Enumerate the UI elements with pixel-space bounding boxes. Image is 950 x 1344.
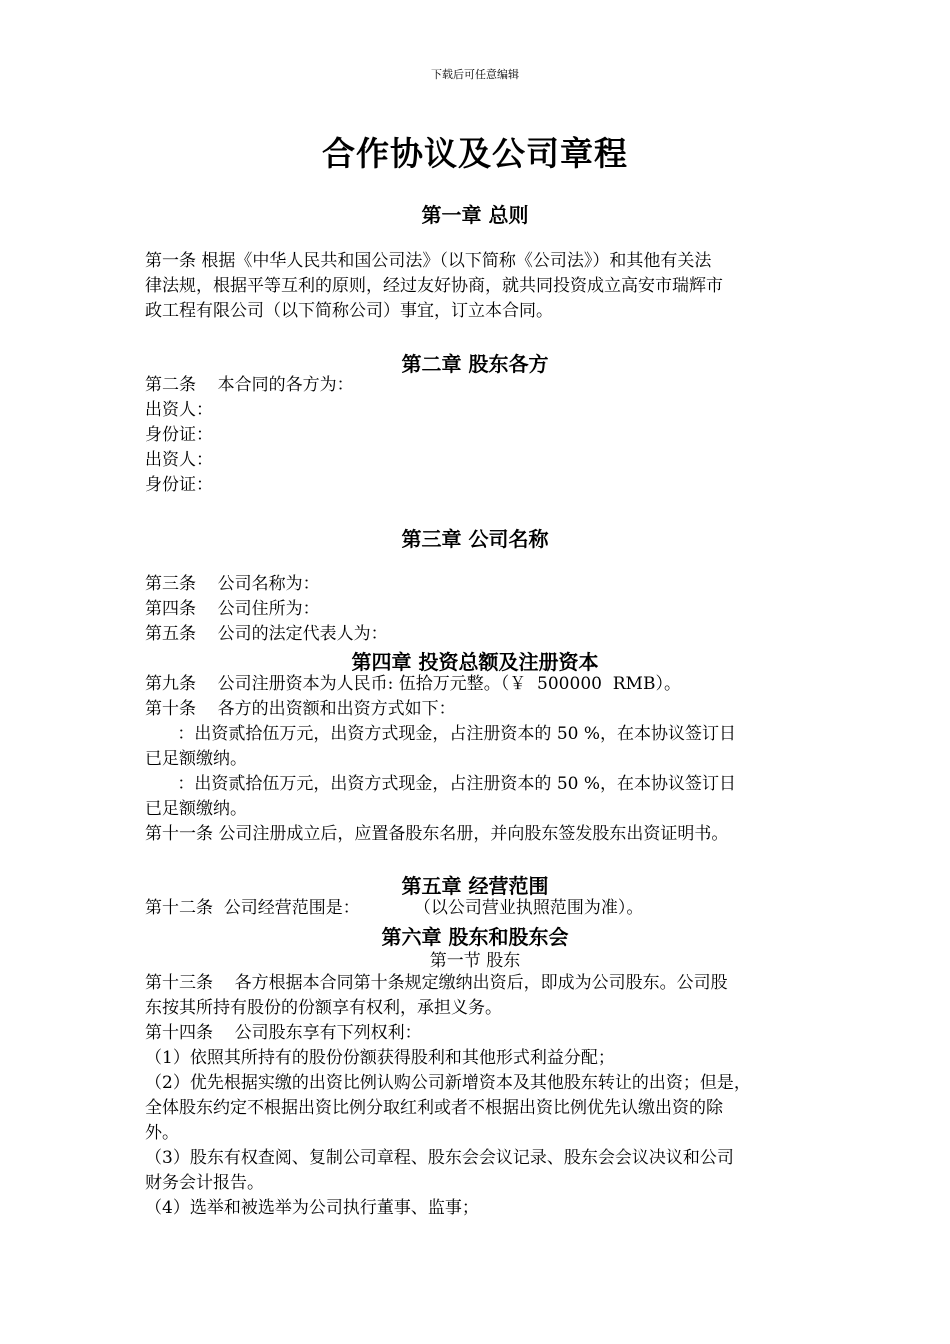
document-title: 合作协议及公司章程	[322, 134, 628, 173]
ch4-line-1: 第九条 公司注册资本为人民币: 伍拾万元整。（￥ 500000 RMB）。	[145, 674, 681, 694]
ch4-line-3: ：出资贰拾伍万元，出资方式现金，占注册资本的 50 %，在本协议签订日	[145, 724, 737, 744]
ch6-line-9: 财务会计报告。	[145, 1173, 264, 1193]
ch6-line-5: （2）优先根据实缴的出资比例认购公司新增资本及其他股东转让的出资；但是，	[145, 1073, 751, 1093]
ch4-line-6: 已足额缴纳。	[145, 799, 247, 819]
chapter-3-heading: 第三章 公司名称	[401, 527, 549, 551]
chapter-4-heading: 第四章 投资总额及注册资本	[351, 650, 599, 674]
ch2-line-4: 出资人：	[145, 450, 213, 470]
ch3-line-3: 第五条 公司的法定代表人为：	[145, 624, 388, 644]
ch5-line-1: 第十二条 公司经营范围是： （以公司营业执照范围为准）。	[145, 898, 644, 918]
chapter-6-heading: 第六章 股东和股东会	[381, 925, 569, 949]
header-note: 下载后可任意编辑	[431, 68, 519, 81]
ch6-line-8: （3）股东有权查阅、复制公司章程、股东会会议记录、股东会会议决议和公司	[145, 1148, 734, 1168]
ch6-line-2: 东按其所持有股份的份额享有权利，承担义务。	[145, 998, 502, 1018]
ch2-line-1: 第二条 本合同的各方为：	[145, 375, 354, 395]
chapter-5-heading: 第五章 经营范围	[401, 874, 549, 898]
section-1-heading: 第一节 股东	[429, 951, 521, 971]
ch1-line-2: 律法规，根据平等互利的原则，经过友好协商，就共同投资成立高安市瑞辉市	[145, 276, 723, 296]
ch2-line-2: 出资人：	[145, 400, 213, 420]
ch6-line-10: （4）选举和被选举为公司执行董事、监事；	[145, 1198, 479, 1218]
chapter-1-heading: 第一章 总则	[421, 203, 529, 227]
ch6-line-6: 全体股东约定不根据出资比例分取红利或者不根据出资比例优先认缴出资的除	[145, 1098, 723, 1118]
ch2-line-5: 身份证：	[145, 475, 213, 495]
ch6-line-4: （1）依照其所持有的股份份额获得股利和其他形式利益分配；	[145, 1048, 615, 1068]
ch6-line-3: 第十四条 公司股东享有下列权利：	[145, 1023, 422, 1043]
ch2-line-3: 身份证：	[145, 425, 213, 445]
ch1-line-3: 政工程有限公司（以下简称公司）事宜，订立本合同。	[145, 301, 553, 321]
ch6-line-1: 第十三条 各方根据本合同第十条规定缴纳出资后，即成为公司股东。公司股	[145, 973, 728, 993]
ch4-line-2: 第十条 各方的出资额和出资方式如下：	[145, 699, 456, 719]
ch6-line-7: 外。	[145, 1123, 179, 1143]
ch4-line-7: 第十一条 公司注册成立后，应置备股东名册，并向股东签发股东出资证明书。	[145, 824, 729, 844]
ch3-line-2: 第四条 公司住所为：	[145, 599, 320, 619]
ch4-line-4: 已足额缴纳。	[145, 749, 247, 769]
ch3-line-1: 第三条 公司名称为：	[145, 574, 320, 594]
ch4-line-5: ：出资贰拾伍万元，出资方式现金，占注册资本的 50 %，在本协议签订日	[145, 774, 737, 794]
ch1-line-1: 第一条 根据《中华人民共和国公司法》（以下简称《公司法》）和其他有关法	[145, 251, 712, 271]
chapter-2-heading: 第二章 股东各方	[401, 352, 549, 376]
